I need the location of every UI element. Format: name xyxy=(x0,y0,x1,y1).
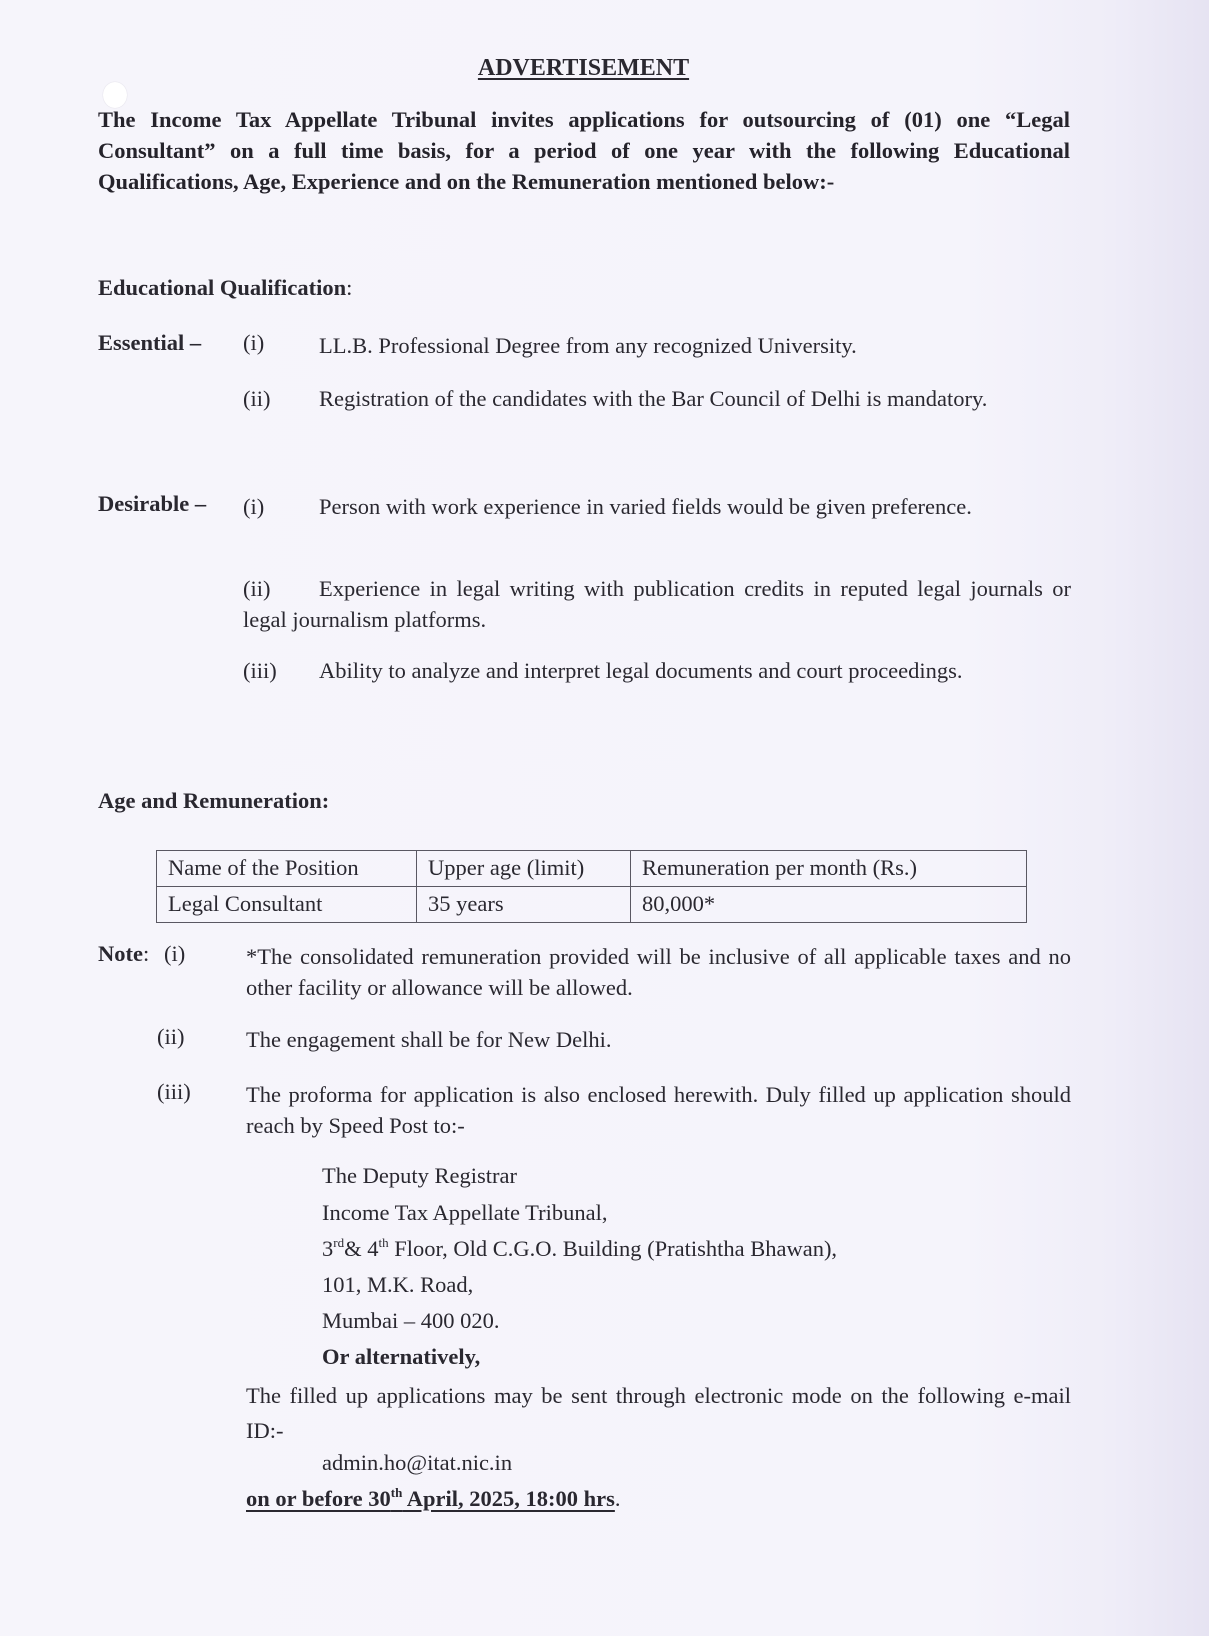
table-header-cell: Upper age (limit) xyxy=(417,851,631,887)
edu-heading-text: Educational Qualification xyxy=(98,275,347,300)
desirable-item-2-text: Experience in legal writing with publication credits in reputed legal journals or legal journalism platforms. xyxy=(243,576,1071,632)
desirable-item-2 xyxy=(243,573,1071,635)
title-text: ADVERTISEMENT xyxy=(477,55,690,81)
table-cell-age: 35 years xyxy=(417,887,631,923)
desirable-item-3-text: Ability to analyze and interpret legal documents and court proceedings. xyxy=(319,658,963,683)
deadline xyxy=(246,1486,620,1512)
note-1-text: *The consolidated remuneration provided will be inclusive of all applicable taxes and no other facility or allowance will be allowed. xyxy=(246,944,1071,1000)
desirable-item-1 xyxy=(243,491,1071,522)
note-1-num: (i) xyxy=(164,941,186,966)
address-floor-3: 3 xyxy=(322,1236,334,1261)
intro-paragraph: The Income Tax Appellate Tribunal invites applications for outsourcing of (01) one “Legal Consultant” on a full time basis, for a period of one year with the following Educational Qualifications, Age, Experience and on the Remuneration mentioned below:- xyxy=(98,107,1070,194)
note-2-text: The engagement shall be for New Delhi. xyxy=(246,1027,612,1052)
address-line-1: The Deputy Registrar xyxy=(322,1163,517,1188)
essential-item-2-num: (ii) xyxy=(243,386,271,411)
address-building: Floor, Old C.G.O. Building (Pratishtha Bhawan), xyxy=(388,1236,838,1261)
ordinal-suffix: th xyxy=(378,1235,389,1250)
deadline-text xyxy=(246,1486,615,1511)
table-header-cell: Remuneration per month (Rs.) xyxy=(631,851,1027,887)
table-header-row xyxy=(157,851,1027,887)
table-header-cell: Name of the Position xyxy=(157,851,417,887)
address-line-2: Income Tax Appellate Tribunal, xyxy=(322,1200,608,1225)
deadline-date-time: April, 2025, 18:00 hrs xyxy=(402,1486,615,1511)
essential-item-1-num: (i) xyxy=(243,330,265,355)
note-label-text: Note xyxy=(98,941,143,966)
note-label-colon: : xyxy=(142,941,150,966)
document-title xyxy=(0,55,1167,82)
edu-qualification-heading xyxy=(98,275,352,301)
note-2-num: (ii) xyxy=(157,1024,185,1049)
table-cell-position: Legal Consultant xyxy=(157,887,417,923)
table-row xyxy=(157,887,1027,923)
note-3-text: The proforma for application is also enclosed herewith. Duly filled up application should reach by Speed Post to:- xyxy=(246,1082,1071,1138)
note-label xyxy=(98,941,149,967)
remuneration-table xyxy=(156,850,1027,923)
address-line-3 xyxy=(322,1236,837,1262)
address-line-5: Mumbai – 400 020. xyxy=(322,1308,500,1333)
essential-item-1-text: LL.B. Professional Degree from any recognized University. xyxy=(319,333,857,358)
deadline-period: . xyxy=(614,1486,621,1511)
desirable-item-1-num: (i) xyxy=(243,494,265,519)
email-address[interactable]: admin.ho@itat.nic.in xyxy=(322,1450,513,1475)
desirable-label: Desirable – xyxy=(98,491,207,516)
desirable-item-1-text: Person with work experience in varied fields would be given preference. xyxy=(319,494,972,519)
desirable-item-3 xyxy=(243,655,1071,686)
essential-item-2 xyxy=(243,383,1071,414)
desirable-item-3-num: (iii) xyxy=(243,658,277,683)
address-floor-4: & 4 xyxy=(344,1236,379,1261)
table-cell-remuneration: 80,000* xyxy=(631,887,1027,923)
address-line-4: 101, M.K. Road, xyxy=(322,1272,474,1297)
desirable-item-2-num: (ii) xyxy=(243,576,271,601)
note-3-num: (iii) xyxy=(157,1079,191,1104)
ordinal-suffix: rd xyxy=(333,1235,345,1250)
edu-heading-colon: : xyxy=(346,275,353,300)
ordinal-suffix: th xyxy=(390,1485,403,1500)
deadline-prefix: on or before 30 xyxy=(246,1486,391,1511)
essential-label: Essential – xyxy=(98,330,202,355)
age-remuneration-heading: Age and Remuneration: xyxy=(98,788,330,813)
alternative-text: The filled up applications may be sent through electronic mode on the following e-mail ID:- xyxy=(246,1383,1071,1443)
alternative-label: Or alternatively, xyxy=(322,1344,481,1369)
essential-item-2-text: Registration of the candidates with the Bar Council of Delhi is mandatory. xyxy=(319,386,988,411)
